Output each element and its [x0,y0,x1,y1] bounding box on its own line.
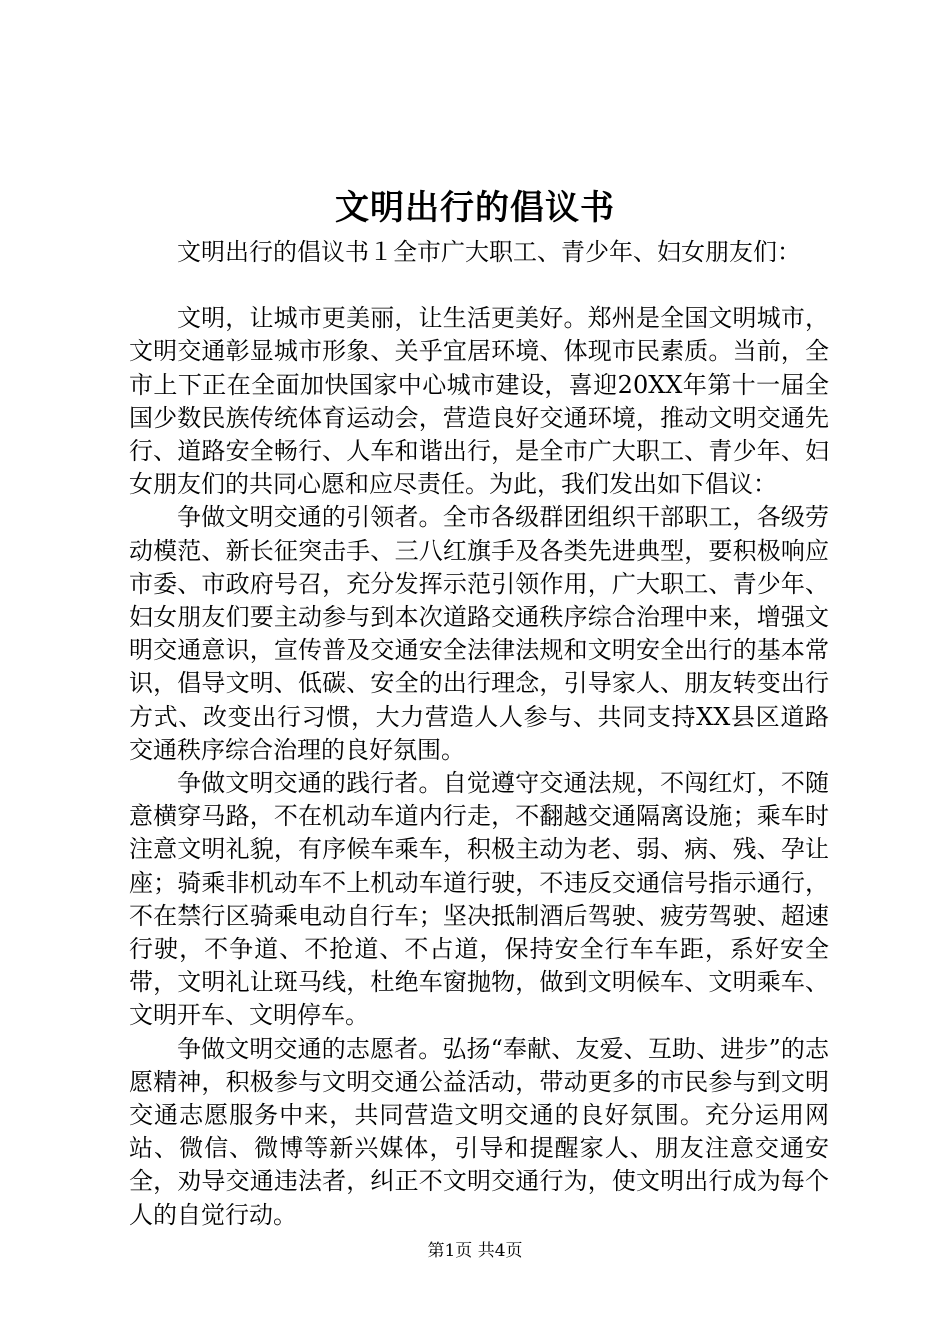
intro-paragraph: 文明出行的倡议书１全市广大职工、青少年、妇女朋友们： [177,238,801,266]
body-paragraph-4: 争做文明交通的志愿者。弘扬“奉献、友爱、互助、进步”的志愿精神，积极参与文明交通公益活动，带动更多的市民参与到文明交通志愿服务中来，共同营造文明交通的良好氛围。充分运用网站、微信、微博等新兴媒体，引导和提醒家人、朋友注意交通安全，劝导交通违法者，纠正不文明交通行为，使文明出行成为每个人的自觉行动。 [129,1034,829,1229]
document-title: 文明出行的倡议书 [335,188,615,228]
document-body [129,236,829,1232]
body-paragraph-3: 争做文明交通的践行者。自觉遵守交通法规，不闯红灯，不随意横穿马路，不在机动车道内行走，不翻越交通隔离设施；乘车时注意文明礼貌，有序候车乘车，积极主动为老、弱、病、残、孕让座；骑乘非机动车不上机动车道行驶，不违反交通信号指示通行，不在禁行区骑乘电动自行车；坚决抵制酒后驾驶、疲劳驾驶、超速行驶，不争道、不抢道、不占道，保持安全行车车距，系好安全带，文明礼让斑马线，杜绝车窗抛物，做到文明候车、文明乘车、文明开车、文明停车。 [129,769,829,1030]
body-paragraph-1: 文明，让城市更美丽，让生活更美好。郑州是全国文明城市，文明交通彰显城市形象、关乎宜居环境、体现市民素质。当前，全市上下正在全面加快国家中心城市建设，喜迎20XX年第十一届全国少数民族传统体育运动会，营造良好交通环境，推动文明交通先行、道路安全畅行、人车和谐出行，是全市广大职工、青少年、妇女朋友们的共同心愿和应尽责任。为此，我们发出如下倡议： [129,304,829,499]
body-paragraph-2: 争做文明交通的引领者。全市各级群团组织干部职工，各级劳动模范、新长征突击手、三八红旗手及各类先进典型，要积极响应市委、市政府号召，充分发挥示范引领作用，广大职工、青少年、妇女朋友们要主动参与到本次道路交通秩序综合治理中来，增强文明交通意识，宣传普及交通安全法律法规和文明安全出行的基本常识，倡导文明、低碳、安全的出行理念，引导家人、朋友转变出行方式、改变出行习惯，大力营造人人参与、共同支持XX县区道路交通秩序综合治理的良好氛围。 [129,503,829,764]
page-number-footer: 第1页 共4页 [427,1241,523,1261]
